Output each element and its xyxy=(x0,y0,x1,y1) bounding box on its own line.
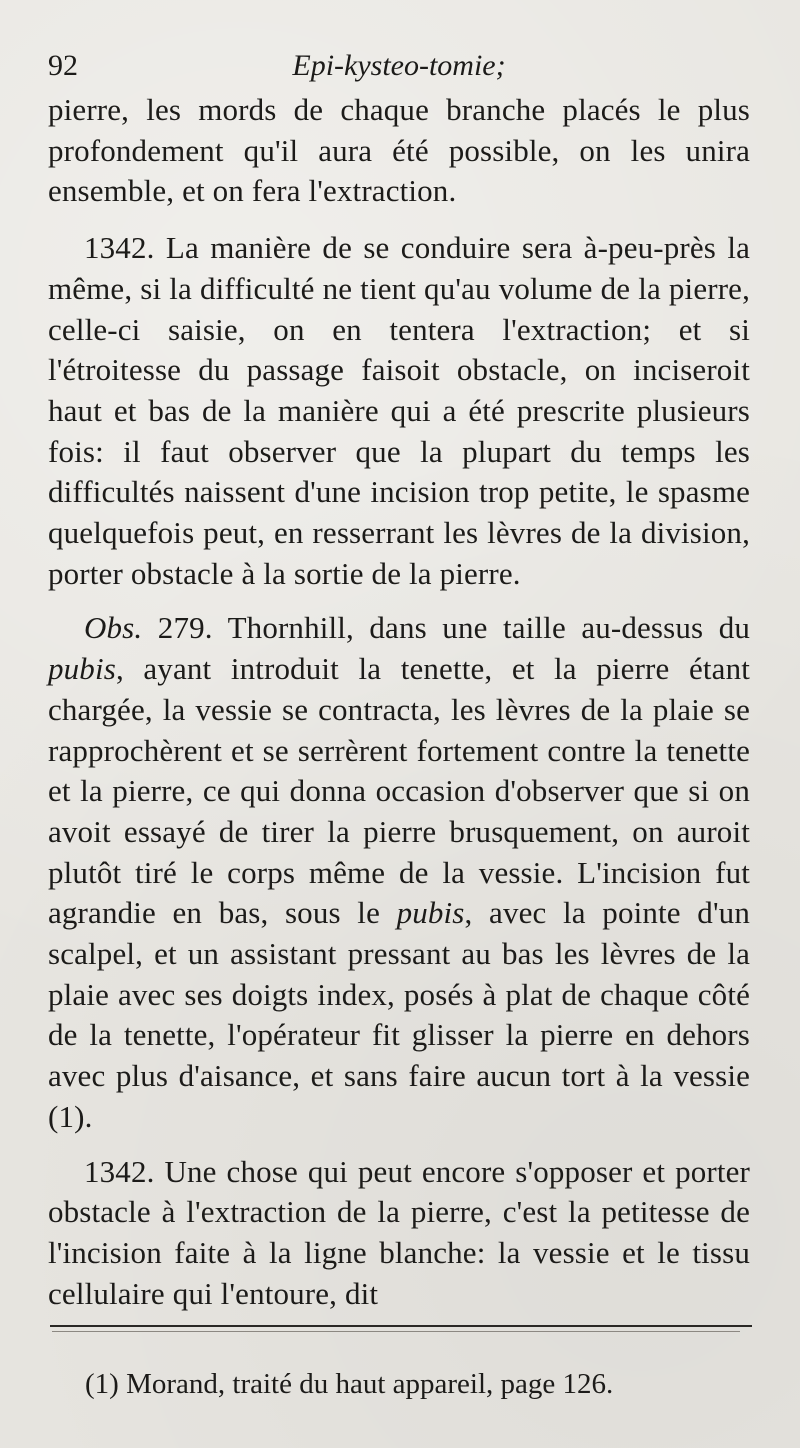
page-number: 92 xyxy=(48,49,78,82)
footnote-marker: (1) xyxy=(85,1368,119,1400)
observation-number: 279. xyxy=(157,610,213,646)
paragraph-text: pierre, les mords de chaque branche placés le plus profondement qu'il aura été possible, on les unira ensemble, et on fera l'extraction. xyxy=(48,92,750,209)
pubis-term: pubis xyxy=(396,895,465,931)
paragraph-1342-b xyxy=(48,1152,750,1315)
running-title: Epi-kysteo-tomie; xyxy=(292,49,506,82)
paragraph-1342-a xyxy=(48,228,750,594)
footnote-divider xyxy=(50,1325,752,1327)
observation-279 xyxy=(48,608,750,1137)
paragraph-text: , avec la pointe d'un scalpel, et un assistant pressant au bas les lèvres de la plaie avec ses doigts index, posés à plat de chaque côté de la tenette, l'opérateur fit glisser la pierre en dehors avec plus d'aisance, et sans faire aucun tort à la vessie (1). xyxy=(48,895,750,1134)
pubis-term: pubis xyxy=(48,651,116,687)
paragraph-text: La manière de se conduire sera à-peu-près la même, si la difficulté ne tient qu'au volume de la pierre, celle-ci saisie, on en tentera l'extraction; et si l'étroitesse du passage faisoit obstacle, on inciseroit haut et bas de la manière qui a été prescrite plusieurs fois: il faut observer que la plupart du temps les difficultés naissent d'une incision trop petite, le spasme quelquefois peut, en resserrant les lèvres de la division, porter obstacle à la sortie de la pierre. xyxy=(48,230,751,591)
running-head xyxy=(48,42,750,90)
section-number: 1342. xyxy=(84,1153,155,1189)
footnote xyxy=(85,1364,752,1404)
footnote-divider-shadow xyxy=(52,1331,740,1332)
paragraph-text: Thornhill, dans une taille au-dessus du xyxy=(227,610,750,646)
paragraph-continuation xyxy=(48,90,750,212)
body-text xyxy=(48,90,750,1314)
paragraph-text: , ayant introduit la tenette, et la pierre étant chargée, la vessie se contracta, les lèvres de la plaie se rapprochèrent et se serrèrent fortement contre la tenette et la pierre, ce qui donna occasion d'observer que si on avoit essayé de tirer la pierre brusquement, on auroit plutôt tiré le corps même de la vessie. L'incision fut agrandie en bas, sous le xyxy=(48,651,750,931)
paragraph-text: Une chose qui peut encore s'opposer et porter obstacle à l'extraction de la pierre, c'est la petitesse de l'incision faite à la ligne blanche: la vessie et le tissu cellulaire qui l'entoure, dit xyxy=(48,1153,750,1311)
observation-label: Obs. xyxy=(84,610,143,646)
section-number: 1342. xyxy=(84,230,155,266)
footnote-text: Morand, traité du haut appareil, page 126. xyxy=(126,1368,614,1400)
